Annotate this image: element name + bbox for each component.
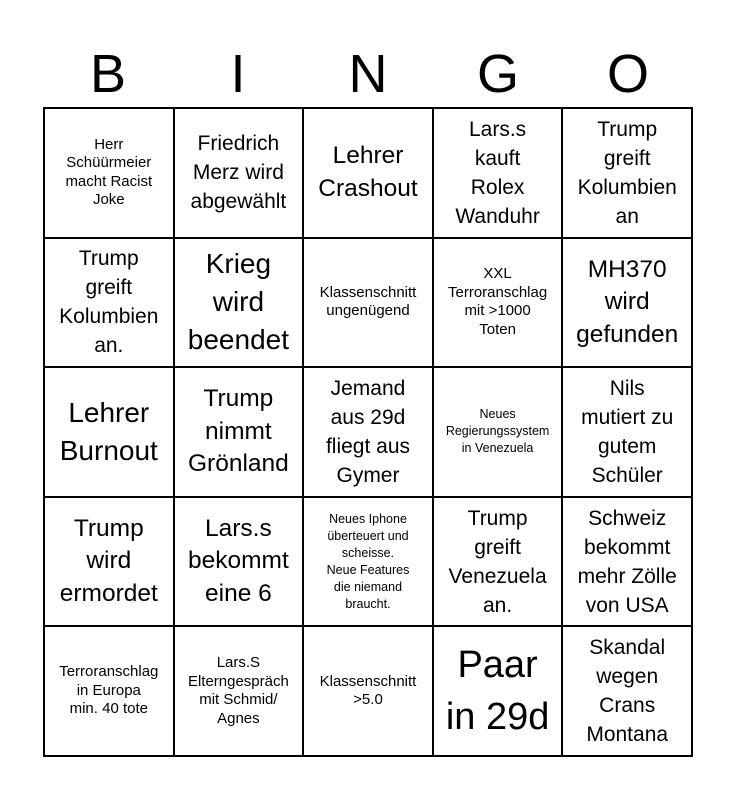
bingo-board [43,107,693,757]
bingo-cell-r4c5[interactable]: Schweiz bekommt mehr Zölle von USA [562,497,692,627]
bingo-cell-r4c2[interactable]: Lars.s bekommt eine 6 [174,497,304,627]
bingo-cell-r3c2[interactable]: Trump nimmt Grönland [174,367,304,497]
bingo-cell-r2c3[interactable]: Klassenschnitt ungenügend [303,238,433,368]
bingo-cell-r1c3[interactable]: Lehrer Crashout [303,108,433,238]
header-letter-o: O [606,44,649,104]
bingo-cell-r2c4[interactable]: XXL Terroranschlag mit >1000 Toten [433,238,563,368]
header-letter-i: I [230,44,246,104]
bingo-cell-r1c5[interactable]: Trump greift Kolumbien an [562,108,692,238]
bingo-cell-r2c1[interactable]: Trump greift Kolumbien an. [44,238,174,368]
bingo-cell-r1c4[interactable]: Lars.s kauft Rolex Wanduhr [433,108,563,238]
bingo-header [43,44,693,104]
bingo-cell-r3c1[interactable]: Lehrer Burnout [44,367,174,497]
bingo-cell-r5c3[interactable]: Klassenschnitt >5.0 [303,626,433,756]
bingo-cell-r5c2[interactable]: Lars.S Elterngespräch mit Schmid/ Agnes [174,626,304,756]
bingo-cell-r4c3[interactable]: Neues Iphone überteuert und scheisse. Neue Features die niemand braucht. [303,497,433,627]
bingo-cell-r3c3[interactable]: Jemand aus 29d fliegt aus Gymer [303,367,433,497]
bingo-cell-r5c4[interactable]: Paar in 29d [433,626,563,756]
header-letter-g: G [476,44,519,104]
bingo-cell-r1c2[interactable]: Friedrich Merz wird abgewählt [174,108,304,238]
bingo-cell-r3c4[interactable]: Neues Regierungssystem in Venezuela [433,367,563,497]
header-letter-n: N [348,44,388,104]
bingo-cell-r1c1[interactable]: Herr Schüürmeier macht Racist Joke [44,108,174,238]
bingo-cell-r3c5[interactable]: Nils mutiert zu gutem Schüler [562,367,692,497]
bingo-cell-r2c2[interactable]: Krieg wird beendet [174,238,304,368]
bingo-cell-r5c1[interactable]: Terroranschlag in Europa min. 40 tote [44,626,174,756]
header-letter-b: B [89,44,127,104]
bingo-cell-r4c4[interactable]: Trump greift Venezuela an. [433,497,563,627]
bingo-cell-r2c5[interactable]: MH370 wird gefunden [562,238,692,368]
bingo-cell-r4c1[interactable]: Trump wird ermordet [44,497,174,627]
bingo-cell-r5c5[interactable]: Skandal wegen Crans Montana [562,626,692,756]
